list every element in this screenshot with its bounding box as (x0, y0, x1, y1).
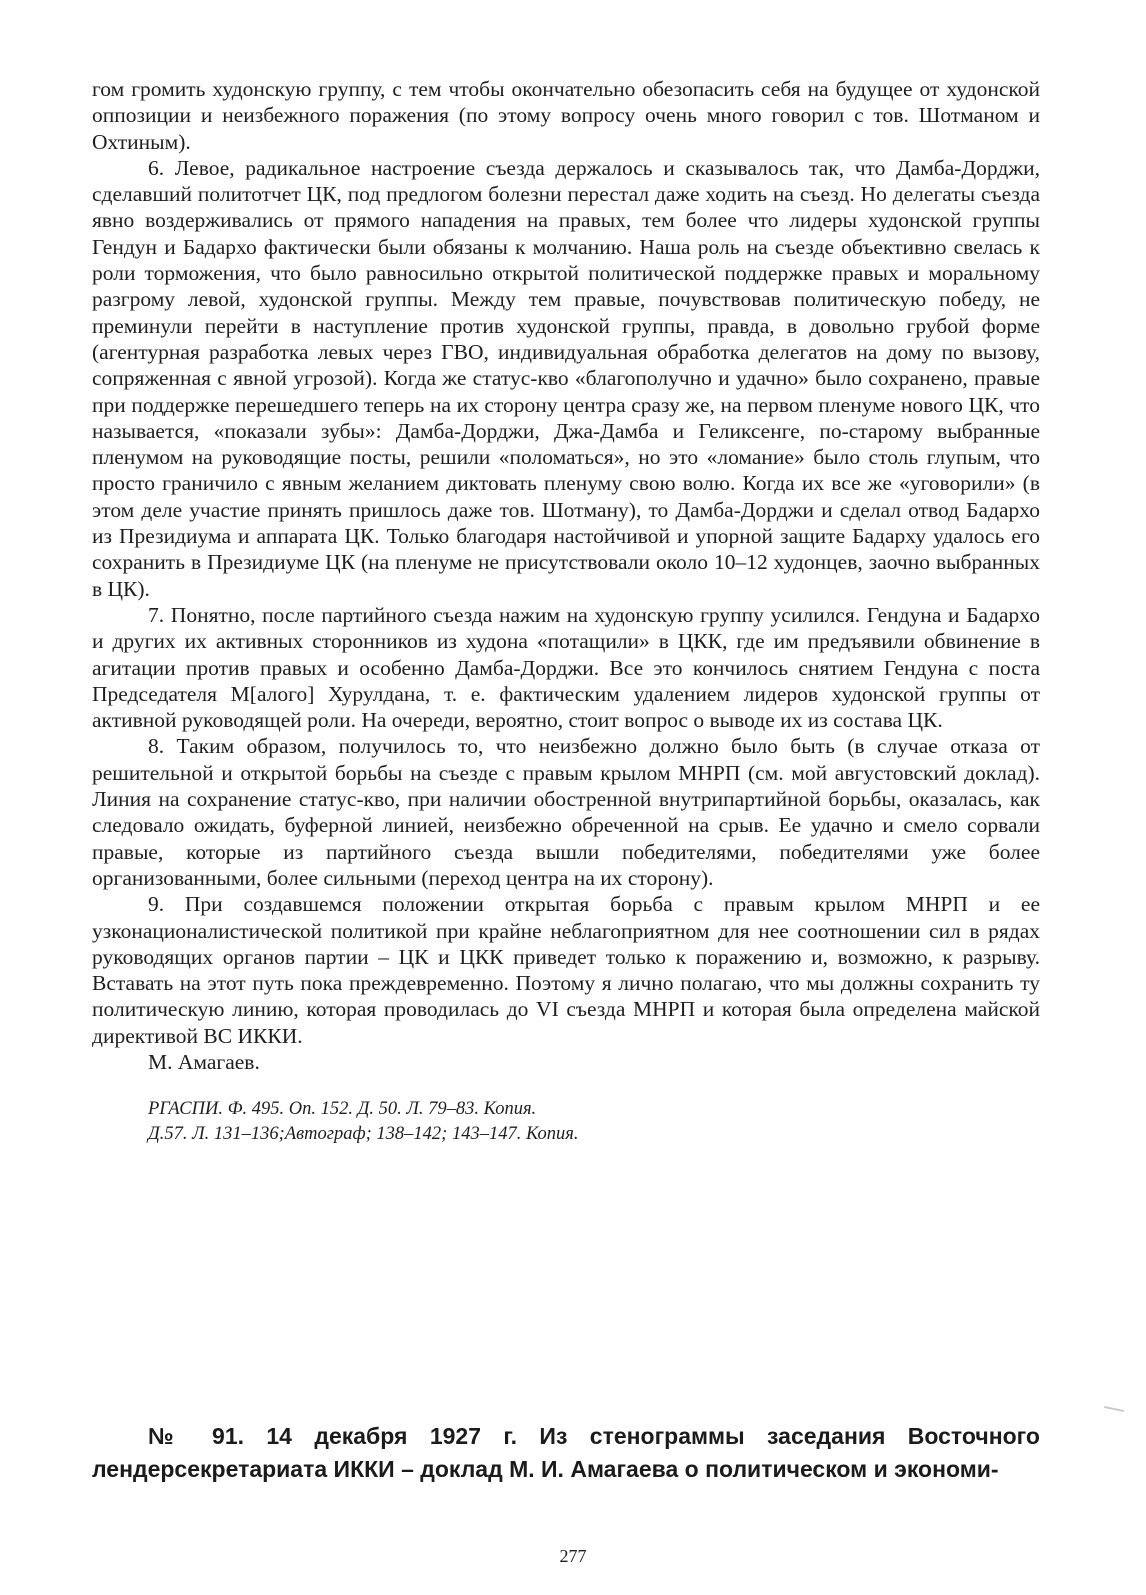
author-signature: М. Амагаев. (148, 1049, 260, 1074)
next-document-heading: № 91. 14 декабря 1927 г. Из стенограммы заседания Восточного лендерсекретариата ИККИ – доклад М. И. Амагаева о политическом и экономи- (92, 1423, 1040, 1482)
paragraph-continuation: гом громить худонскую группу, с тем чтобы окончательно обезопасить себя на будущее от худонской оппозиции и неизбежного поражения (по этому вопросу очень много говорил с тов. Шотманом и Охтиным). (92, 77, 1040, 154)
archive-reference (92, 1097, 1040, 1147)
archive-reference-line-1: РГАСПИ. Ф. 495. Оп. 152. Д. 50. Л. 79–83. Копия. (148, 1099, 537, 1120)
archive-reference-line-2: Д.57. Л. 131–136;Автограф; 138–142; 143–147. Копия. (148, 1124, 579, 1145)
page-number: 277 (559, 1546, 587, 1566)
scan-artifact-mark (1104, 1406, 1124, 1412)
paragraph-item-6: 6. Левое, радикальное настроение съезда держалось и сказывалось так, что Дамба-Дорджи, сделавший политотчет ЦК, под предлогом болезни перестал даже ходить на съезд. Но делегаты съезда явно воздерживались от прямого нападения на правых, тем более что лидеры худонской группы Гендун и Бадархо фактически были обязаны к молчанию. Наша роль на съезде объективно свелась к роли торможения, что было равносильно открытой политической поддержке правых и моральному разгрому левой, худонской группы. Между тем правые, почувствовав политическую победу, не преминули перейти в наступление против худонской группы, правда, в довольно грубой форме (агентурная разработка левых через ГВО, индивидуальная обработка делегатов на дому по вызову, сопряженная с явной угрозой). Когда же статус-кво «благополучно и удачно» было сохранено, правые при поддержке перешедшего теперь на их сторону центра сразу же, на первом пленуме нового ЦК, что называется, «показали зубы»: Дамба-Дорджи, Джа-Дамба и Геликсенге, по-старому выбранные пленумом на руководящие посты, решили «поломаться», но это «ломание» было столь глупым, что просто граничило с явным желанием диктовать пленуму свою волю. Когда их все же «уговорили» (в этом деле участие принять пришлось даже тов. Шотману), то Дамба-Дорджи и сделал отвод Бадархо из Президиума и аппарата ЦК. Только благодаря настойчивой и упорной защите Бадарху удалось его сохранить в Президиуме ЦК (на пленуме не присутствовали около 10–12 худонцев, заочно выбранных в ЦК). (92, 155, 1040, 601)
paragraph-item-8: 8. Таким образом, получилось то, что неизбежно должно было быть (в случае отказа от решительной и открытой борьбы на съезде с правым крылом МНРП (см. мой августовский доклад). Линия на сохранение статус-кво, при наличии обостренной внутрипартийной борьбы, оказалась, как следовало ожидать, буферной линией, неизбежно обреченной на срыв. Ее удачно и смело сорвали правые, которые из партийного съезда вышли победителями, победителями уже более организованными, более сильными (переход центра на их сторону). (92, 734, 1040, 890)
paragraph-item-7: 7. Понятно, после партийного съезда нажим на худонскую группу усилился. Гендуна и Бадархо и других их активных сторонников из худона «потащили» в ЦКК, где им предъявили обвинение в агитации против правых и особенно Дамба-Дорджи. Все это кончилось снятием Гендуна с поста Председателя М[алого] Хурулдана, т. е. фактическим удалением лидеров худонской группы от активной руководящей роли. На очереди, вероятно, стоит вопрос о выводе их из состава ЦК. (92, 602, 1040, 733)
document-body (92, 76, 1040, 1147)
paragraph-item-9: 9. При создавшемся положении открытая борьба с правым крылом МНРП и ее узконационалистической политикой при крайне неблагоприятном для нее соотношении сил в рядах руководящих органов партии – ЦК и ЦКК приведет только к поражению и, возможно, к разрыву. Вставать на этот путь пока преждевременно. Поэтому я лично полагаю, что мы должны сохранить ту политическую линию, которая проводилась до VI съезда МНРП и которая была определена майской директивой ВС ИККИ. (92, 892, 1040, 1048)
